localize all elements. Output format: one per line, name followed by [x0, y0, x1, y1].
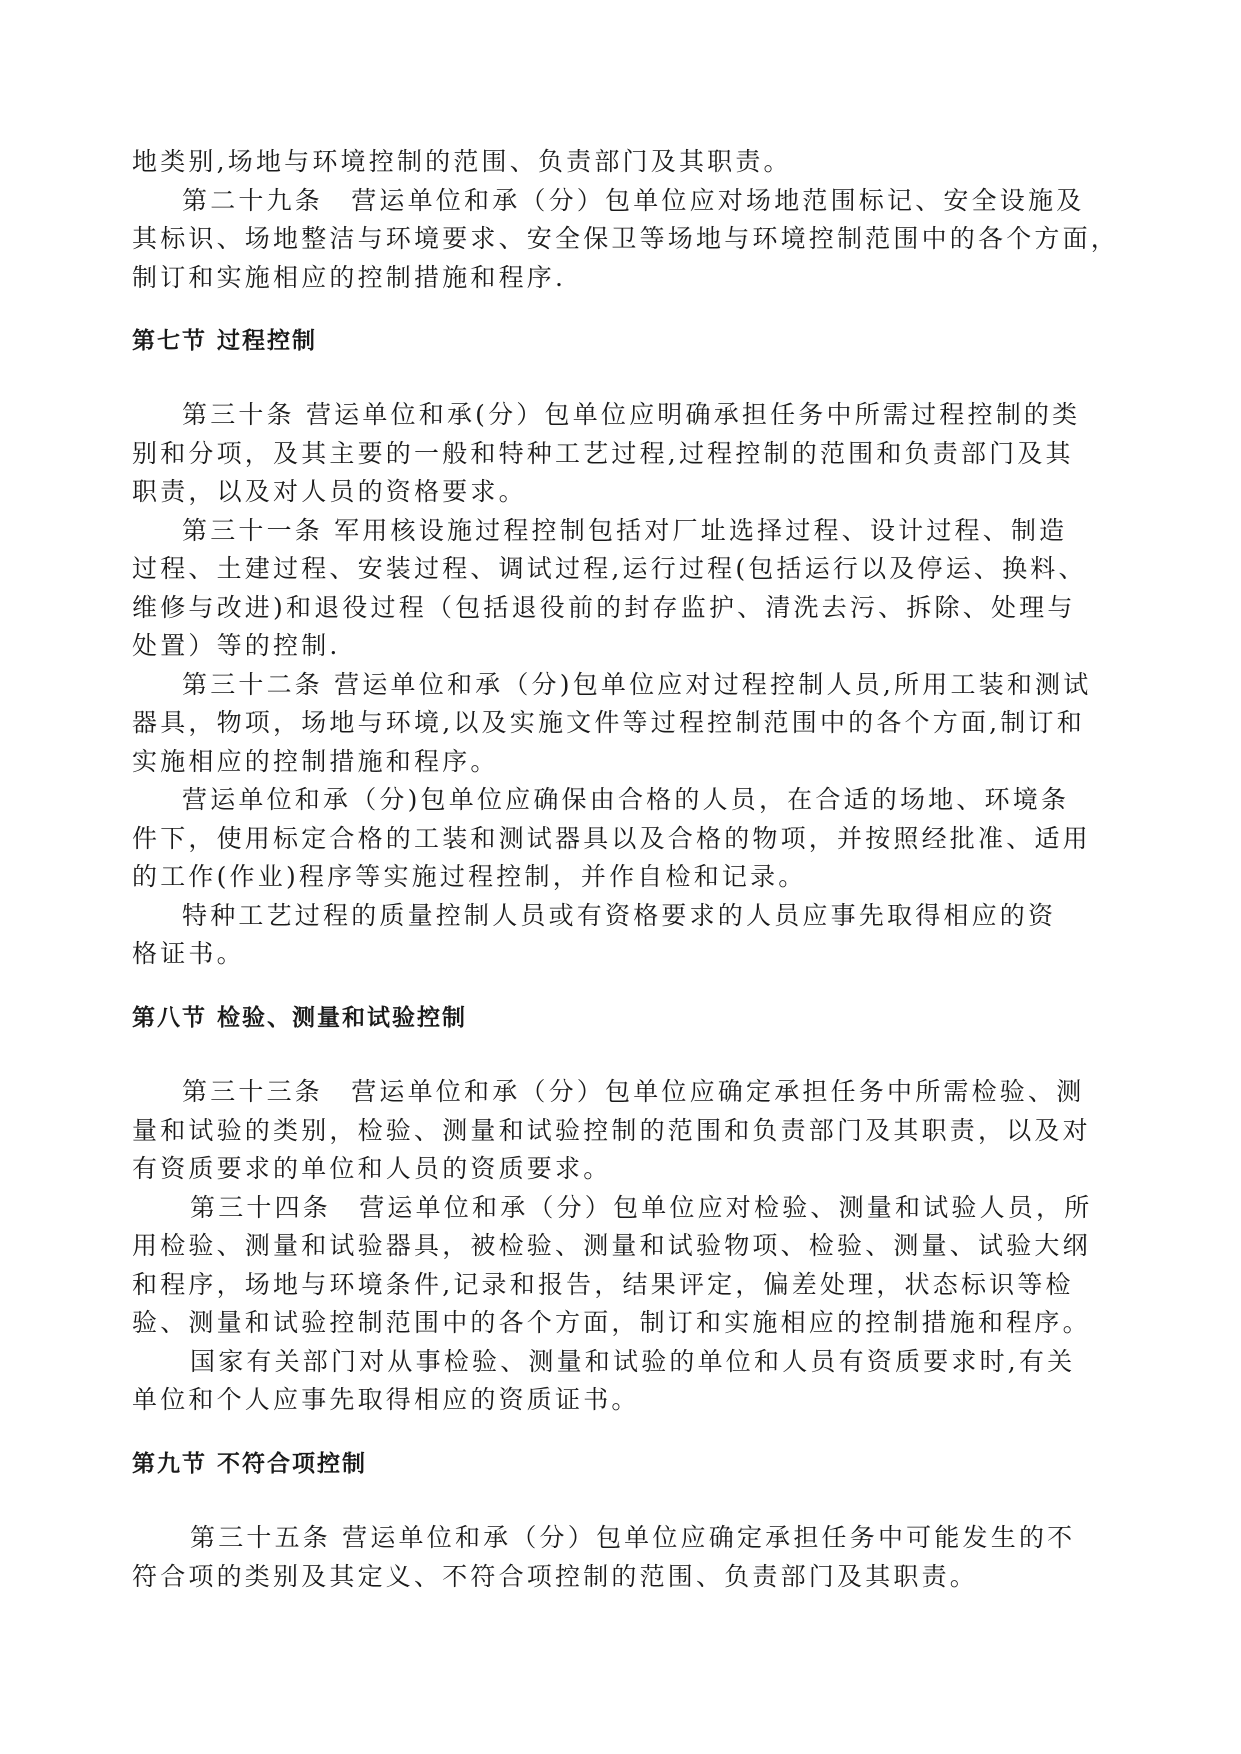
text-line: 件下，使用标定合格的工装和测试器具以及合格的物项，并按照经批准、适用 [132, 824, 1091, 853]
section-heading-9: 第九节 不符合项控制 [132, 1451, 368, 1477]
text-line: 地类别,场地与环境控制的范围、负责部门及其职责。 [132, 147, 792, 176]
text-line: 别和分项，及其主要的一般和特种工艺过程,过程控制的范围和负责部门及其 [132, 439, 1074, 468]
text-line: 的工作(作业)程序等实施过程控制，并作自检和记录。 [132, 862, 807, 891]
text-line: 其标识、场地整洁与环境要求、安全保卫等场地与环境控制范围中的各个方面， [132, 224, 1120, 253]
text-line: 实施相应的控制措施和程序。 [132, 747, 499, 776]
paragraph: 营运单位和承（分)包单位应确保由合格的人员，在合适的场地、环境条 [182, 785, 1070, 814]
text-line: 职责，以及对人员的资格要求。 [132, 477, 527, 506]
section-heading-8: 第八节 检验、测量和试验控制 [132, 1005, 468, 1031]
text-line: 量和试验的类别，检验、测量和试验控制的范围和负责部门及其职责，以及对 [132, 1116, 1091, 1145]
article-29: 第二十九条 营运单位和承（分）包单位应对场地范围标记、安全设施及 [182, 186, 1085, 215]
article-34: 第三十四条 营运单位和承（分）包单位应对检验、测量和试验人员，所 [190, 1193, 1093, 1222]
text-line: 制订和实施相应的控制措施和程序. [132, 263, 567, 292]
text-line: 用检验、测量和试验器具，被检验、测量和试验物项、检验、测量、试验大纲 [132, 1231, 1091, 1260]
section-heading-7: 第七节 过程控制 [132, 328, 318, 354]
text-line: 符合项的类别及其定义、不符合项控制的范围、负责部门及其职责。 [132, 1562, 979, 1591]
text-line: 维修与改进)和退役过程（包括退役前的封存监护、清洗去污、拆除、处理与 [132, 593, 1076, 622]
paragraph: 特种工艺过程的质量控制人员或有资格要求的人员应事先取得相应的资 [182, 901, 1057, 930]
paragraph: 国家有关部门对从事检验、测量和试验的单位和人员有资质要求时,有关 [190, 1347, 1076, 1376]
text-line: 和程序，场地与环境条件,记录和报告，结果评定，偏差处理，状态标识等检 [132, 1270, 1074, 1299]
article-31: 第三十一条 军用核设施过程控制包括对厂址选择过程、设计过程、制造 [182, 516, 1068, 545]
article-32: 第三十二条 营运单位和承（分)包单位应对过程控制人员,所用工装和测试 [182, 670, 1092, 699]
article-35: 第三十五条 营运单位和承（分）包单位应确定承担任务中可能发生的不 [190, 1523, 1076, 1552]
text-line: 有资质要求的单位和人员的资质要求。 [132, 1154, 612, 1183]
text-line: 器具，物项，场地与环境,以及实施文件等过程控制范围中的各个方面,制订和 [132, 708, 1085, 737]
text-line: 单位和个人应事先取得相应的资质证书。 [132, 1385, 640, 1414]
text-line: 过程、土建过程、安装过程、调试过程,运行过程(包括运行以及停运、换料、 [132, 554, 1087, 583]
text-line: 验、测量和试验控制范围中的各个方面，制订和实施相应的控制措施和程序。 [132, 1308, 1091, 1337]
text-line: 处置）等的控制. [132, 631, 341, 660]
article-33: 第三十三条 营运单位和承（分）包单位应确定承担任务中所需检验、测 [182, 1077, 1085, 1106]
text-line: 格证书。 [132, 939, 245, 968]
article-30: 第三十条 营运单位和承(分）包单位应明确承担任务中所需过程控制的类 [182, 400, 1081, 429]
